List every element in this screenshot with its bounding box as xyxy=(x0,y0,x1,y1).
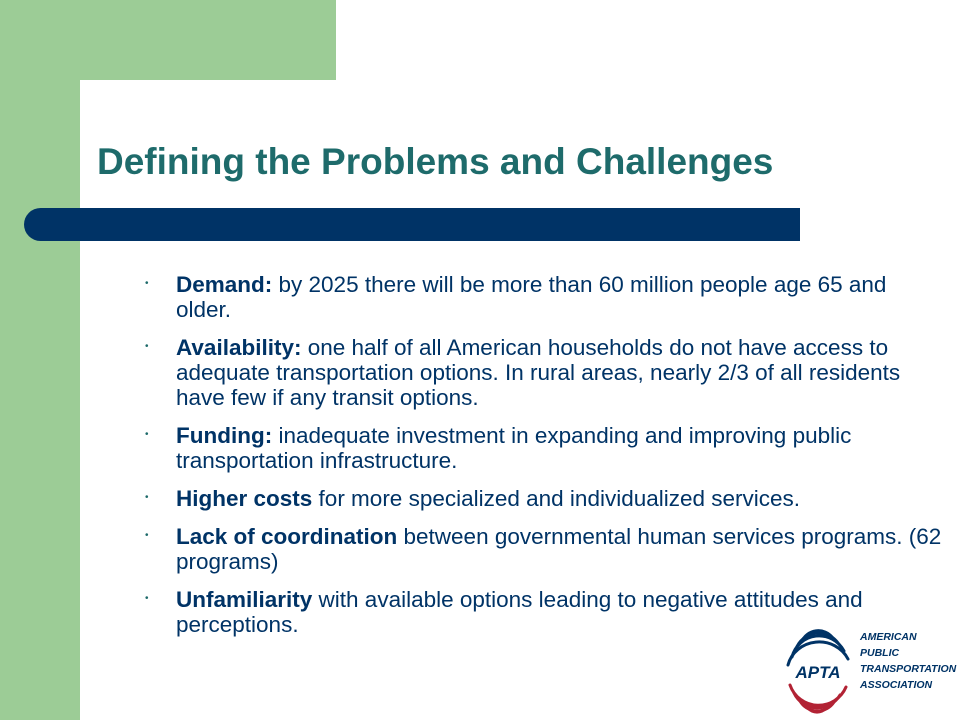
apta-line-3: TRANSPORTATION xyxy=(860,663,957,675)
bullet-text: for more specialized and individualized services. xyxy=(312,486,801,511)
title-underline-bar xyxy=(24,208,800,241)
bullet-dot-icon: • xyxy=(145,492,149,503)
bullet-term: Availability: xyxy=(176,335,302,360)
apta-line-1: AMERICAN xyxy=(860,631,917,643)
bullet-term: Funding: xyxy=(176,423,273,448)
bullet-item-demand xyxy=(145,272,945,322)
bullet-item-availability xyxy=(145,335,945,410)
left-green-band xyxy=(0,0,80,720)
bullet-text: one half of all American households do not have access to adequate transportation options. In rural areas, nearly 2/3 of all residents have few if any transit options. xyxy=(176,335,901,410)
bullet-term: Unfamiliarity xyxy=(176,587,313,612)
bullet-text: between governmental human services programs. (62 programs) xyxy=(176,524,942,574)
apta-logo xyxy=(782,627,957,717)
bullet-text: by 2025 there will be more than 60 million people age 65 and older. xyxy=(176,272,887,322)
apta-acronym: APTA xyxy=(795,663,841,682)
bullet-text: inadequate investment in expanding and improving public transportation infrastructure. xyxy=(176,423,852,473)
bullet-item-funding xyxy=(145,423,945,473)
bullet-term: Higher costs xyxy=(176,486,313,511)
apta-wordmark xyxy=(860,629,956,693)
bullet-list xyxy=(145,272,945,650)
apta-globe-icon xyxy=(782,627,854,717)
bullet-term: Lack of coordination xyxy=(176,524,398,549)
bullet-dot-icon: • xyxy=(145,429,149,440)
slide-title: Defining the Problems and Challenges xyxy=(97,141,774,182)
bullet-dot-icon: • xyxy=(145,593,149,604)
bullet-item-lack-of-coordination xyxy=(145,524,945,574)
apta-line-4: ASSOCIATION xyxy=(860,679,933,691)
bullet-item-higher-costs xyxy=(145,486,945,511)
bullet-dot-icon: • xyxy=(145,530,149,541)
bullet-dot-icon: • xyxy=(145,278,149,289)
bullet-term: Demand: xyxy=(176,272,273,297)
apta-line-2: PUBLIC xyxy=(860,647,900,659)
bullet-text: with available options leading to negative attitudes and perceptions. xyxy=(176,587,863,637)
bullet-dot-icon: • xyxy=(145,341,149,352)
top-green-band xyxy=(80,0,336,80)
